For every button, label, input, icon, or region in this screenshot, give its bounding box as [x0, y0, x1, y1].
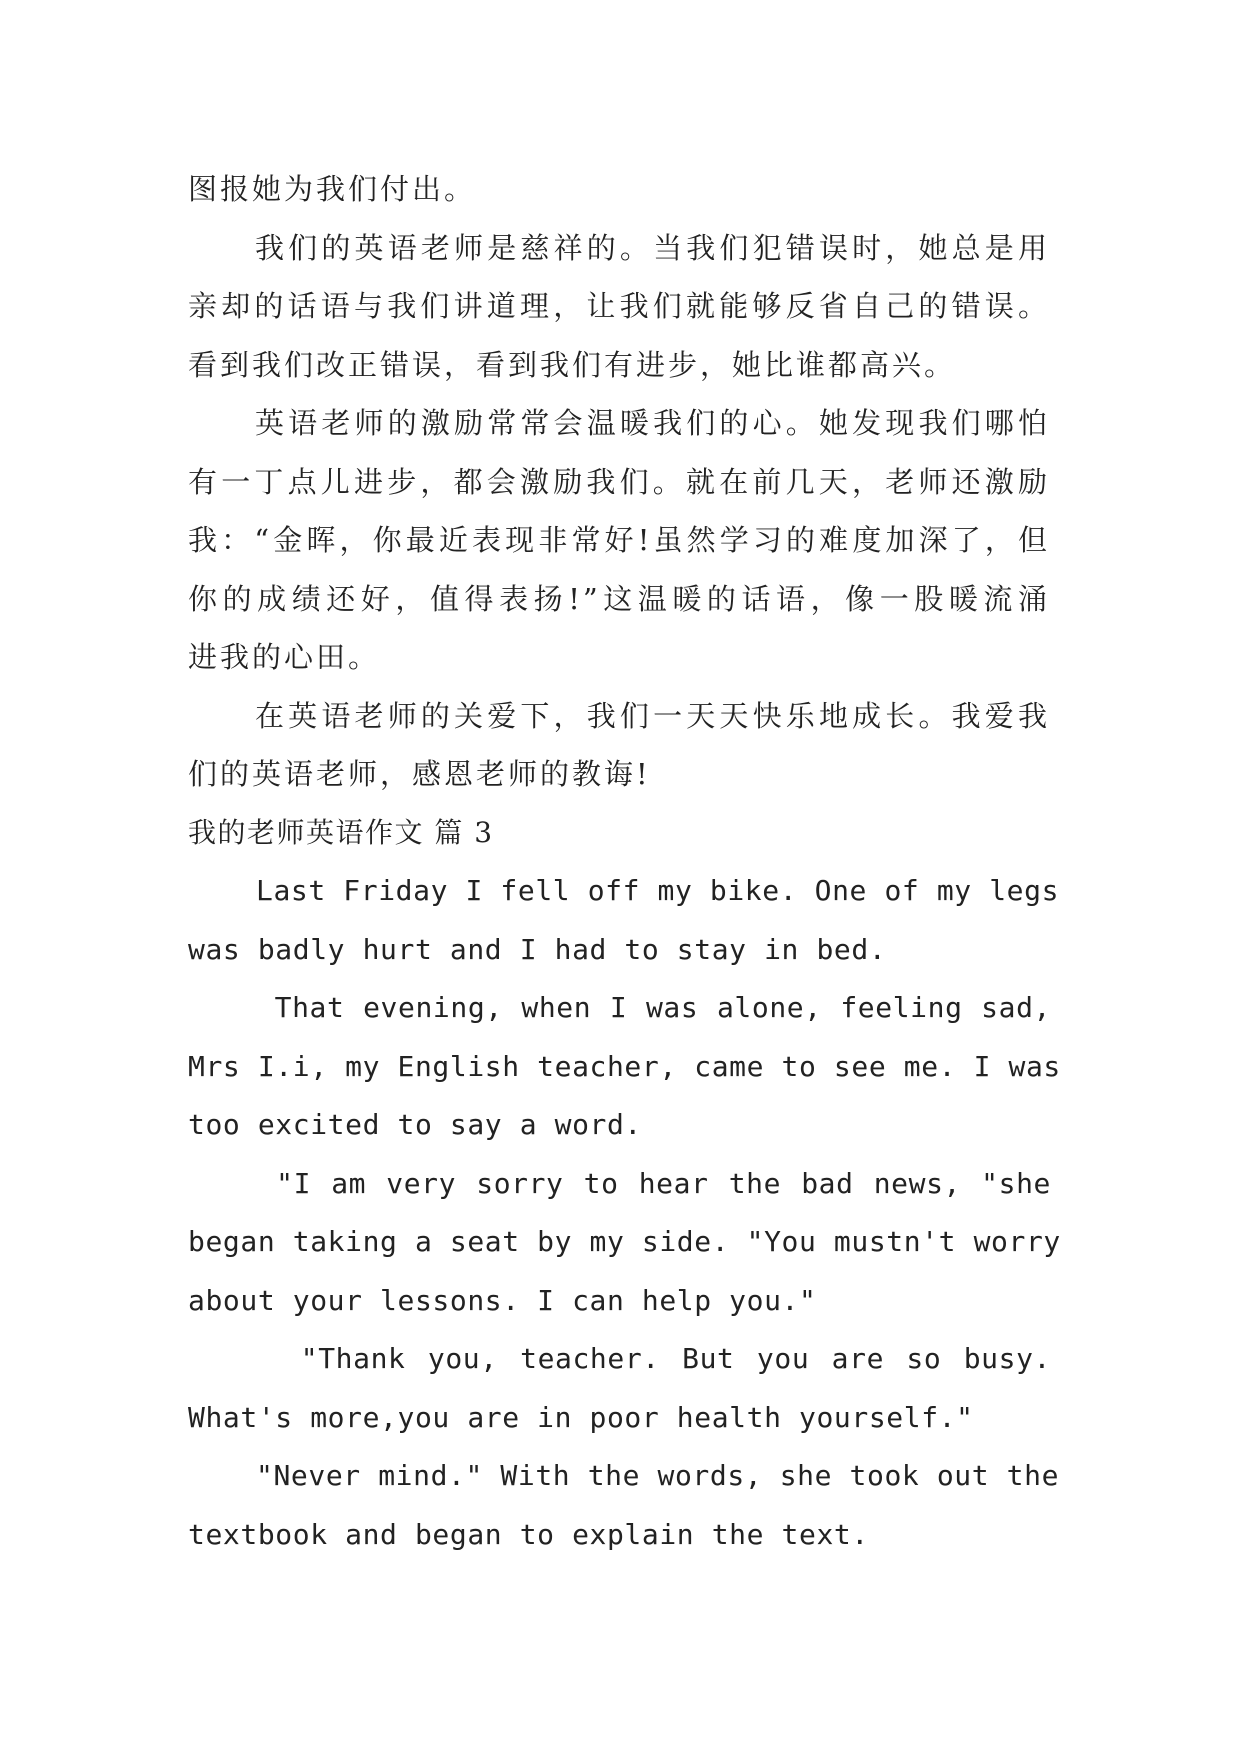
paragraph-line: What's more,you are in poor health yourself." — [188, 1400, 974, 1434]
paragraph-line: 图报她为我们付出。 — [188, 172, 477, 206]
paragraph-line: "Never mind." With the words, she took out the — [256, 1459, 1060, 1492]
paragraph-line: was badly hurt and I had to stay in bed. — [188, 932, 887, 966]
paragraph-line: "I am very sorry to hear the bad news, "she — [256, 1166, 1051, 1200]
paragraph-line: 看到我们改正错误，看到我们有进步，她比谁都高兴。 — [188, 347, 957, 382]
paragraph-line: 进我的心田。 — [188, 640, 381, 674]
paragraph-line: Last Friday I fell off my bike. One of my legs — [256, 874, 1060, 907]
paragraph-line: 们的英语老师，感恩老师的教诲! — [188, 757, 651, 791]
paragraph-line: 在英语老师的关爱下，我们一天天快乐地成长。我爱我 — [255, 698, 1050, 733]
paragraph-line: "Thank you, teacher. But you are so busy. — [256, 1342, 1051, 1375]
paragraph-line: That evening, when I was alone, feeling sad, — [256, 991, 1051, 1024]
paragraph-line: too excited to say a word. — [188, 1108, 642, 1141]
paragraph-line: about your lessons. I can help you." — [188, 1283, 817, 1317]
document-page — [188, 160, 1061, 1564]
paragraph-line: 你的成绩还好，值得表扬!”这温暖的话语，像一股暖流涌 — [188, 581, 1050, 616]
section-heading: 我的老师英语作文 篇 3 — [188, 815, 494, 849]
paragraph-line: 英语老师的激励常常会温暖我们的心。她发现我们哪怕 — [255, 406, 1050, 440]
paragraph-line: Mrs I.i, my English teacher, came to see me. I was — [188, 1049, 1061, 1083]
paragraph-line: 我：“金晖，你最近表现非常好!虽然学习的难度加深了，但 — [188, 523, 1050, 557]
paragraph-line: began taking a seat by my side. "You mustn't worry — [188, 1225, 1061, 1258]
paragraph-line: 有一丁点儿进步，都会激励我们。就在前几天，老师还激励 — [188, 464, 1050, 499]
paragraph-line: textbook and began to explain the text. — [188, 1517, 869, 1551]
paragraph-line: 亲却的话语与我们讲道理，让我们就能够反省自己的错误。 — [188, 289, 1050, 323]
paragraph-line: 我们的英语老师是慈祥的。当我们犯错误时，她总是用 — [255, 230, 1050, 265]
